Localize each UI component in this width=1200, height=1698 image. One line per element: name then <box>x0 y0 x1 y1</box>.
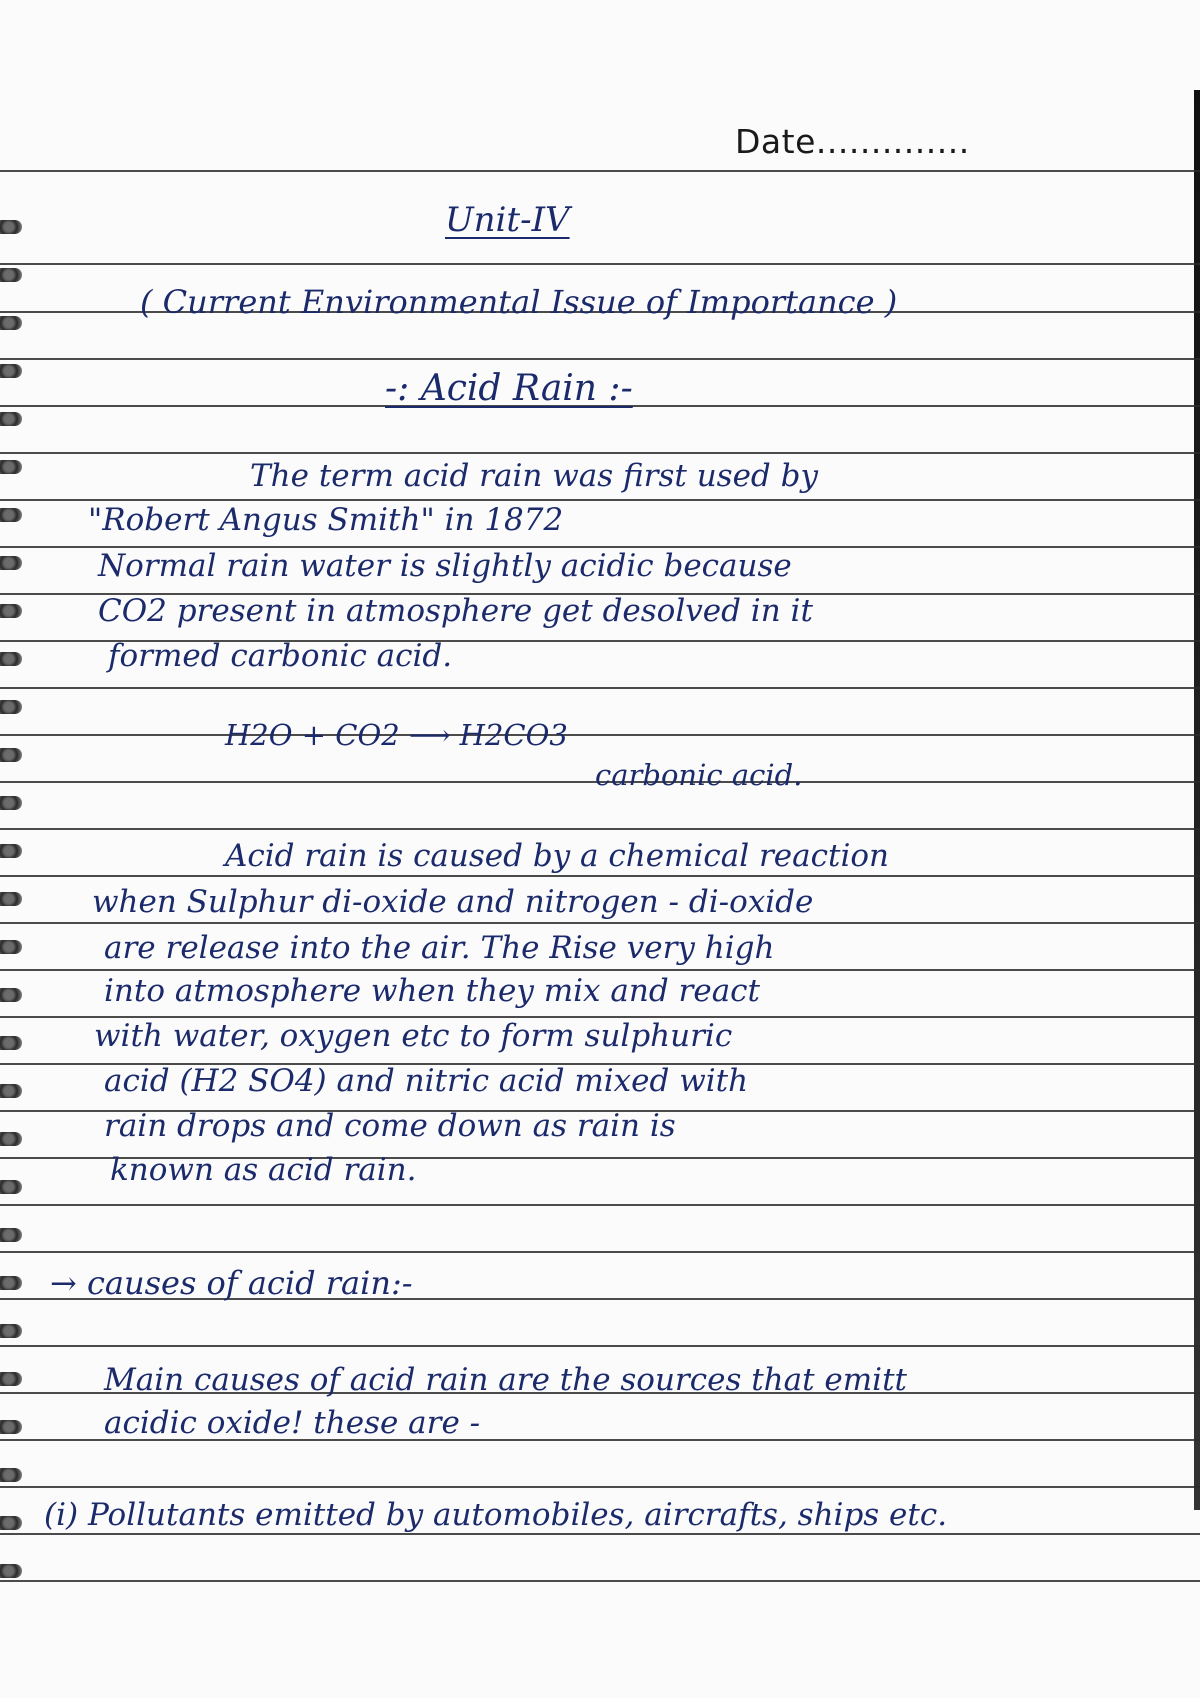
equation-label: carbonic acid. <box>595 758 803 792</box>
topic-heading: -: Acid Rain :- <box>385 368 633 409</box>
binding-ring-icon <box>0 1084 22 1098</box>
binding-ring-icon <box>0 1420 22 1434</box>
binding-ring-icon <box>0 220 22 234</box>
binding-ring-icon <box>0 652 22 666</box>
ruled-line <box>0 922 1200 924</box>
causes-heading: → causes of acid rain:- <box>50 1264 413 1302</box>
subtitle: ( Current Environmental Issue of Importance ) <box>140 283 898 321</box>
paragraph2-line: known as acid rain. <box>110 1152 417 1188</box>
binding-ring-icon <box>0 892 22 906</box>
binding-ring-icon <box>0 1516 22 1530</box>
binding-ring-icon <box>0 1324 22 1338</box>
paragraph2-line: into atmosphere when they mix and react <box>104 973 760 1009</box>
binding-ring-icon <box>0 556 22 570</box>
ruled-line <box>0 1345 1200 1347</box>
binding-ring-icon <box>0 412 22 426</box>
ruled-line <box>0 1486 1200 1488</box>
binding-ring-icon <box>0 1564 22 1578</box>
ruled-line <box>0 170 1200 172</box>
date-label: Date.............. <box>735 122 970 161</box>
ruled-line <box>0 969 1200 971</box>
binding-ring-icon <box>0 796 22 810</box>
chemical-equation: H2O + CO2 ⟶ H2CO3 <box>225 718 568 752</box>
ruled-line <box>0 828 1200 830</box>
ruled-line <box>0 875 1200 877</box>
ruled-line <box>0 687 1200 689</box>
cause-item: (i) Pollutants emitted by automobiles, aircrafts, ships etc. <box>44 1497 948 1533</box>
binding-ring-icon <box>0 1372 22 1386</box>
ruled-line <box>0 1580 1200 1582</box>
paragraph2-line: acid (H2 SO4) and nitric acid mixed with <box>104 1063 749 1099</box>
ruled-line <box>0 1204 1200 1206</box>
binding-ring-icon <box>0 1132 22 1146</box>
binding-ring-icon <box>0 604 22 618</box>
binding-ring-icon <box>0 1468 22 1482</box>
binding-ring-icon <box>0 1228 22 1242</box>
page-edge-shadow <box>1194 90 1200 1510</box>
ruled-line <box>0 263 1200 265</box>
paragraph1-line: The term acid rain was first used by <box>250 458 818 494</box>
ruled-line <box>0 1251 1200 1253</box>
paragraph1-line: CO2 present in atmosphere get desolved in it <box>98 593 813 629</box>
paragraph2-line: rain drops and come down as rain is <box>104 1108 676 1144</box>
binding-ring-icon <box>0 940 22 954</box>
binding-ring-icon <box>0 1276 22 1290</box>
binding-ring-icon <box>0 1036 22 1050</box>
binding-ring-icon <box>0 844 22 858</box>
ruled-line <box>0 358 1200 360</box>
binding-ring-icon <box>0 364 22 378</box>
binding-ring-icon <box>0 508 22 522</box>
paragraph2-line: when Sulphur di-oxide and nitrogen - di-oxide <box>92 884 814 920</box>
binding-ring-icon <box>0 700 22 714</box>
binding-ring-icon <box>0 268 22 282</box>
causes-intro-line: acidic oxide! these are - <box>104 1405 481 1441</box>
binding-ring-icon <box>0 748 22 762</box>
spiral-binding <box>0 150 26 1630</box>
paragraph2-line: are release into the air. The Rise very high <box>104 930 775 966</box>
paragraph1-line: Normal rain water is slightly acidic because <box>98 548 792 584</box>
paragraph2-line: Acid rain is caused by a chemical reaction <box>225 838 889 874</box>
ruled-line <box>0 734 1200 736</box>
causes-intro-line: Main causes of acid rain are the sources that emitt <box>104 1362 908 1398</box>
unit-title: Unit-IV <box>445 200 570 240</box>
ruled-line <box>0 1533 1200 1535</box>
binding-ring-icon <box>0 988 22 1002</box>
binding-ring-icon <box>0 316 22 330</box>
paragraph1-line: formed carbonic acid. <box>108 638 453 674</box>
paragraph2-line: with water, oxygen etc to form sulphuric <box>94 1018 733 1054</box>
ruled-line <box>0 452 1200 454</box>
binding-ring-icon <box>0 460 22 474</box>
binding-ring-icon <box>0 1180 22 1194</box>
ruled-line <box>0 499 1200 501</box>
paragraph1-line: "Robert Angus Smith" in 1872 <box>88 502 564 538</box>
